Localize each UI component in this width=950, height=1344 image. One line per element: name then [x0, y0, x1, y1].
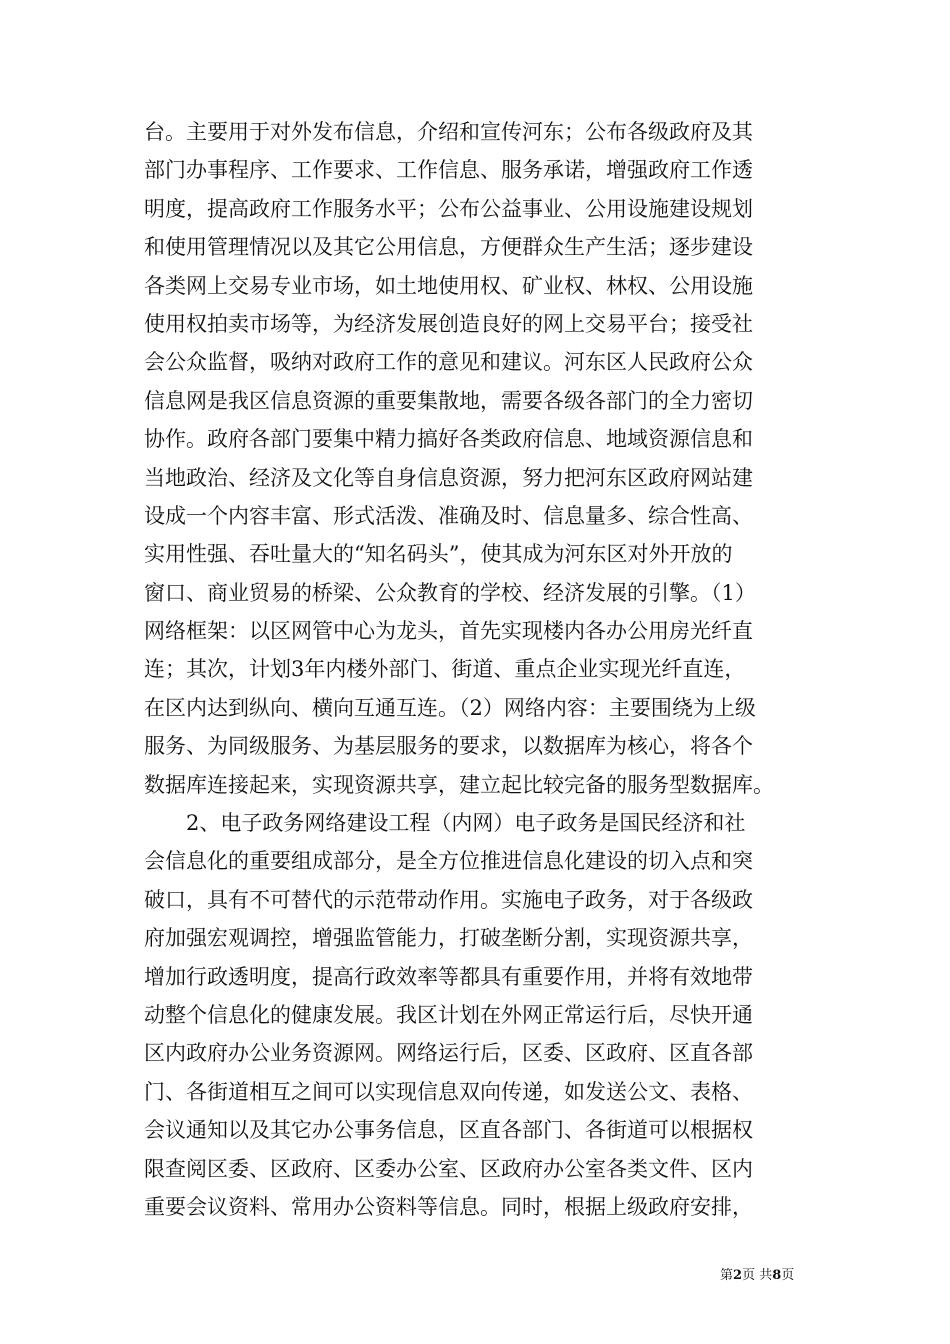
text-line: 网络框架：以区网管中心为龙头，首先实现楼内各办公用房光纤直: [144, 619, 753, 644]
footer-prefix: 第: [720, 1268, 734, 1283]
text-line: 府加强宏观调控，增强监管能力，打破垄断分割，实现资源共享，: [144, 926, 753, 951]
text-line: 数据库连接起来，实现资源共享，建立起比较完备的服务型数据库。: [144, 772, 774, 797]
text-line: 台。主要用于对外发布信息，介绍和宣传河东；公布各级政府及其: [144, 120, 753, 144]
text-line: 服务、为同级服务、为基层服务的要求，以数据库为核心，将各个: [144, 734, 753, 759]
text-line: 各类网上交易专业市场，如土地使用权、矿业权、林权、公用设施: [144, 273, 753, 298]
text-line: 明度，提高政府工作服务水平；公布公益事业、公用设施建设规划: [144, 196, 753, 221]
text-line: 门、各街道相互之间可以实现信息双向传递，如发送公文、表格、: [144, 1079, 753, 1104]
text-line: 连；其次，计划3年内楼外部门、街道、重点企业实现光纤直连，: [144, 657, 746, 682]
text-line: 窗口、商业贸易的桥梁、公众教育的学校、经济发展的引擎。（1）: [144, 580, 756, 605]
text-line: 部门办事程序、工作要求、工作信息、服务承诺，增强政府工作透: [144, 158, 753, 183]
text-line: 实用性强、吞吐量大的“知名码头”，使其成为河东区对外开放的: [144, 542, 733, 567]
total-pages-number: 8: [772, 1268, 782, 1283]
text-line: 会公众监督，吸纳对政府工作的意见和建议。河东区人民政府公众: [144, 350, 753, 375]
text-line: 当地政治、经济及文化等自身信息资源，努力把河东区政府网站建: [144, 465, 753, 490]
body-text: [144, 113, 812, 1226]
text-line: 破口，具有不可替代的示范带动作用。实施电子政务，对于各级政: [144, 887, 753, 912]
text-line: 限查阅区委、区政府、区委办公室、区政府办公室各类文件、区内: [144, 1156, 753, 1181]
text-line: 使用权拍卖市场等，为经济发展创造良好的网上交易平台；接受社: [144, 311, 753, 336]
text-line: 动整个信息化的健康发展。我区计划在外网正常运行后，尽快开通: [144, 1002, 753, 1027]
text-line: 信息网是我区信息资源的重要集散地，需要各级各部门的全力密切: [144, 388, 753, 413]
text-line: 协作。政府各部门要集中精力搞好各类政府信息、地域资源信息和: [144, 427, 753, 452]
current-page-number: 2: [733, 1268, 743, 1283]
text-line: 在区内达到纵向、横向互通互连。（2）网络内容：主要围绕为上级: [144, 695, 756, 720]
text-line: 会议通知以及其它办公事务信息，区直各部门、各街道可以根据权: [144, 1118, 753, 1143]
text-line: 区内政府办公业务资源网。网络运行后，区委、区政府、区直各部: [144, 1041, 753, 1066]
footer-middle: 页 共: [742, 1268, 773, 1283]
text-line: 会信息化的重要组成部分，是全方位推进信息化建设的切入点和突: [144, 849, 753, 874]
text-line: 设成一个内容丰富、形式活泼、准确及时、信息量多、综合性高、: [144, 503, 753, 528]
text-line: 增加行政透明度，提高行政效率等都具有重要作用，并将有效地带: [144, 964, 753, 989]
text-line: 2、电子政务网络建设工程（内网）电子政务是国民经济和社: [186, 811, 746, 836]
page-footer: [720, 1268, 794, 1284]
text-line: 重要会议资料、常用办公资料等信息。同时，根据上级政府安排，: [144, 1194, 753, 1219]
text-line: 和使用管理情况以及其它公用信息，方便群众生产生活；逐步建设: [144, 235, 753, 260]
footer-suffix: 页: [781, 1268, 795, 1283]
